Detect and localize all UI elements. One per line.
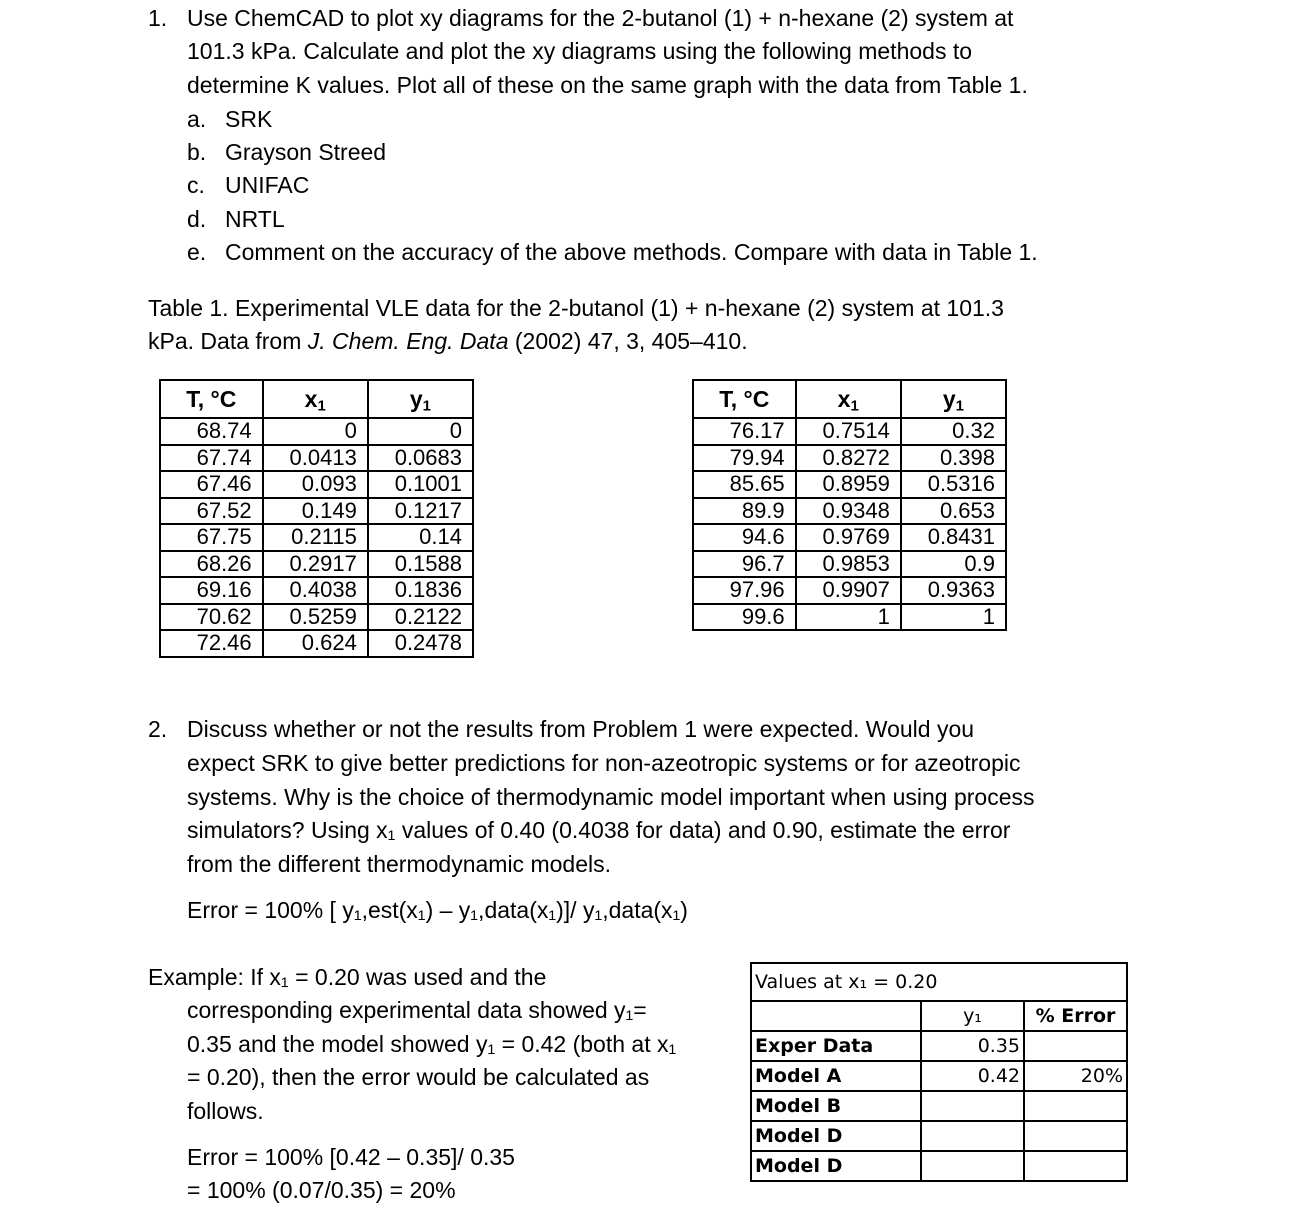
table-row	[160, 630, 473, 657]
example-line: Example: If x₁ = 0.20 was used and the	[148, 964, 547, 990]
example-table-row	[751, 1151, 1127, 1181]
item-text: UNIFAC	[225, 172, 310, 198]
item-text: SRK	[225, 106, 273, 132]
cell-x1: 0.9853	[796, 551, 901, 578]
cell-y1	[921, 1091, 1024, 1121]
item-letter: b.	[187, 139, 207, 165]
cell-y1: 0.1588	[368, 551, 473, 578]
error-formula: Error = 100% [ y₁,est(x₁) – y₁,data(x₁)]/ y₁,data(x₁)	[187, 897, 688, 923]
cell-y1: 0.5316	[901, 471, 1006, 498]
table-row	[160, 551, 473, 578]
cell-x1: 0.9348	[796, 498, 901, 525]
item-letter: d.	[187, 206, 207, 232]
cell-temperature: 97.96	[693, 577, 796, 604]
header-sub: 1	[850, 397, 859, 415]
cell-x1: 0.9769	[796, 524, 901, 551]
caption-journal: J. Chem. Eng. Data	[307, 328, 509, 354]
table-row	[160, 577, 473, 604]
cell-temperature: 70.62	[160, 604, 263, 631]
cell-x1: 0.5259	[263, 604, 368, 631]
cell-temperature: 96.7	[693, 551, 796, 578]
cell-temperature: 99.6	[693, 604, 796, 631]
problem-2-number: 2.	[148, 716, 168, 742]
item-letter: c.	[187, 172, 205, 198]
cell-temperature: 89.9	[693, 498, 796, 525]
cell-percent-error	[1024, 1091, 1127, 1121]
cell-y1: 0.2478	[368, 630, 473, 657]
problem-2-line: expect SRK to give better predictions for non-azeotropic systems or for azeotropic	[187, 750, 1021, 776]
cell-x1: 0	[263, 418, 368, 445]
cell-y1: 0.1836	[368, 577, 473, 604]
table-row	[693, 577, 1006, 604]
cell-y1: 0.653	[901, 498, 1006, 525]
cell-temperature: 68.74	[160, 418, 263, 445]
example-table-title-row	[751, 963, 1127, 1001]
header-x1	[796, 380, 901, 418]
item-text: Comment on the accuracy of the above methods. Compare with data in Table 1.	[225, 239, 1038, 265]
row-label: Exper Data	[751, 1031, 921, 1061]
cell-y1	[921, 1121, 1024, 1151]
table-row	[693, 418, 1006, 445]
cell-y1	[921, 1151, 1024, 1181]
cell-y1: 0.398	[901, 445, 1006, 472]
cell-y1: 0.2122	[368, 604, 473, 631]
cell-percent-error	[1024, 1151, 1127, 1181]
header-percent-error: % Error	[1024, 1001, 1127, 1031]
cell-temperature: 76.17	[693, 418, 796, 445]
cell-percent-error	[1024, 1031, 1127, 1061]
cell-temperature: 94.6	[693, 524, 796, 551]
cell-x1: 1	[796, 604, 901, 631]
example-table-row	[751, 1061, 1127, 1091]
cell-y1: 0.35	[921, 1031, 1024, 1061]
example-line: follows.	[187, 1098, 264, 1124]
cell-temperature: 67.52	[160, 498, 263, 525]
cell-x1: 0.2115	[263, 524, 368, 551]
cell-x1: 0.624	[263, 630, 368, 657]
cell-x1: 0.093	[263, 471, 368, 498]
header-sub: 1	[422, 397, 431, 415]
cell-y1: 0.1217	[368, 498, 473, 525]
caption-text: kPa. Data from	[148, 328, 308, 354]
example-calc-line: = 100% (0.07/0.35) = 20%	[187, 1177, 456, 1203]
item-text: NRTL	[225, 206, 285, 232]
table-row	[693, 604, 1006, 631]
header-y1	[368, 380, 473, 418]
header-y1	[901, 380, 1006, 418]
table-row	[693, 445, 1006, 472]
table-header-row	[693, 380, 1006, 418]
cell-temperature: 67.46	[160, 471, 263, 498]
cell-temperature: 85.65	[693, 471, 796, 498]
cell-temperature: 67.75	[160, 524, 263, 551]
table-header-row	[160, 380, 473, 418]
header-x: x	[304, 386, 318, 412]
cell-y1: 0.14	[368, 524, 473, 551]
problem-2-line: from the different thermodynamic models.	[187, 851, 611, 877]
table-caption-line-2	[148, 325, 748, 358]
problem-1-line: determine K values. Plot all of these on the same graph with the data from Table 1.	[187, 72, 1028, 98]
table-row	[160, 604, 473, 631]
cell-temperature: 72.46	[160, 630, 263, 657]
row-label: Model A	[751, 1061, 921, 1091]
example-line: corresponding experimental data showed y₁=	[187, 997, 647, 1023]
problem-1-line: 101.3 kPa. Calculate and plot the xy diagrams using the following methods to	[187, 38, 973, 64]
problem-1-number: 1.	[148, 5, 168, 31]
table-row	[693, 471, 1006, 498]
problem-2-line: systems. Why is the choice of thermodynamic model important when using process	[187, 784, 1035, 810]
cell-temperature: 68.26	[160, 551, 263, 578]
cell-temperature: 67.74	[160, 445, 263, 472]
cell-x1: 0.2917	[263, 551, 368, 578]
cell-y1: 1	[901, 604, 1006, 631]
cell-x1: 0.149	[263, 498, 368, 525]
table-row	[693, 524, 1006, 551]
table-row	[160, 524, 473, 551]
table-row	[160, 471, 473, 498]
table-row	[160, 445, 473, 472]
table-caption: Table 1. Experimental VLE data for the 2-butanol (1) + n-hexane (2) system at 101.3	[148, 295, 1004, 321]
example-table-row	[751, 1121, 1127, 1151]
cell-x1: 0.0413	[263, 445, 368, 472]
cell-percent-error: 20%	[1024, 1061, 1127, 1091]
header-temperature: T, °C	[693, 380, 796, 418]
header-y1: y₁	[921, 1001, 1024, 1031]
example-calc-line: Error = 100% [0.42 – 0.35]/ 0.35	[187, 1144, 515, 1170]
example-table-row	[751, 1031, 1127, 1061]
row-label: Model D	[751, 1151, 921, 1181]
cell-x1: 0.8959	[796, 471, 901, 498]
table-row	[693, 498, 1006, 525]
header-x: x	[837, 386, 851, 412]
example-line: 0.35 and the model showed y₁ = 0.42 (both at x₁	[187, 1031, 677, 1057]
vle-table-left	[159, 379, 474, 658]
example-table-title: Values at x₁ = 0.20	[751, 963, 1127, 1001]
problem-1-line: Use ChemCAD to plot xy diagrams for the 2-butanol (1) + n-hexane (2) system at	[187, 5, 1014, 31]
header-sub: 1	[317, 397, 326, 415]
cell-y1: 0.9363	[901, 577, 1006, 604]
example-table-header-row	[751, 1001, 1127, 1031]
cell-x1: 0.8272	[796, 445, 901, 472]
header-x1	[263, 380, 368, 418]
cell-temperature: 69.16	[160, 577, 263, 604]
example-table-row	[751, 1091, 1127, 1121]
cell-y1: 0.9	[901, 551, 1006, 578]
problem-2-line: Discuss whether or not the results from Problem 1 were expected. Would you	[187, 716, 975, 742]
row-label: Model D	[751, 1121, 921, 1151]
problem-2-line: simulators? Using x₁ values of 0.40 (0.4038 for data) and 0.90, estimate the error	[187, 817, 1011, 843]
cell-x1: 0.9907	[796, 577, 901, 604]
cell-temperature: 79.94	[693, 445, 796, 472]
cell-y1: 0.0683	[368, 445, 473, 472]
row-label: Model B	[751, 1091, 921, 1121]
caption-text: (2002) 47, 3, 405–410.	[508, 328, 748, 354]
cell-y1: 0.1001	[368, 471, 473, 498]
example-line: = 0.20), then the error would be calculated as	[187, 1064, 650, 1090]
item-text: Grayson Streed	[225, 139, 387, 165]
cell-x1: 0.4038	[263, 577, 368, 604]
cell-y1: 0.42	[921, 1061, 1024, 1091]
example-table	[750, 962, 1128, 1182]
cell-y1: 0	[368, 418, 473, 445]
cell-x1: 0.7514	[796, 418, 901, 445]
header-temperature: T, °C	[160, 380, 263, 418]
table-row	[693, 551, 1006, 578]
cell-y1: 0.32	[901, 418, 1006, 445]
item-letter: e.	[187, 239, 207, 265]
cell-y1: 0.8431	[901, 524, 1006, 551]
table-row	[160, 418, 473, 445]
header-y: y	[409, 386, 423, 412]
header-y: y	[942, 386, 956, 412]
cell-percent-error	[1024, 1121, 1127, 1151]
empty-cell	[751, 1001, 921, 1031]
header-sub: 1	[955, 397, 964, 415]
table-row	[160, 498, 473, 525]
vle-table-right	[692, 379, 1007, 631]
item-letter: a.	[187, 106, 207, 132]
